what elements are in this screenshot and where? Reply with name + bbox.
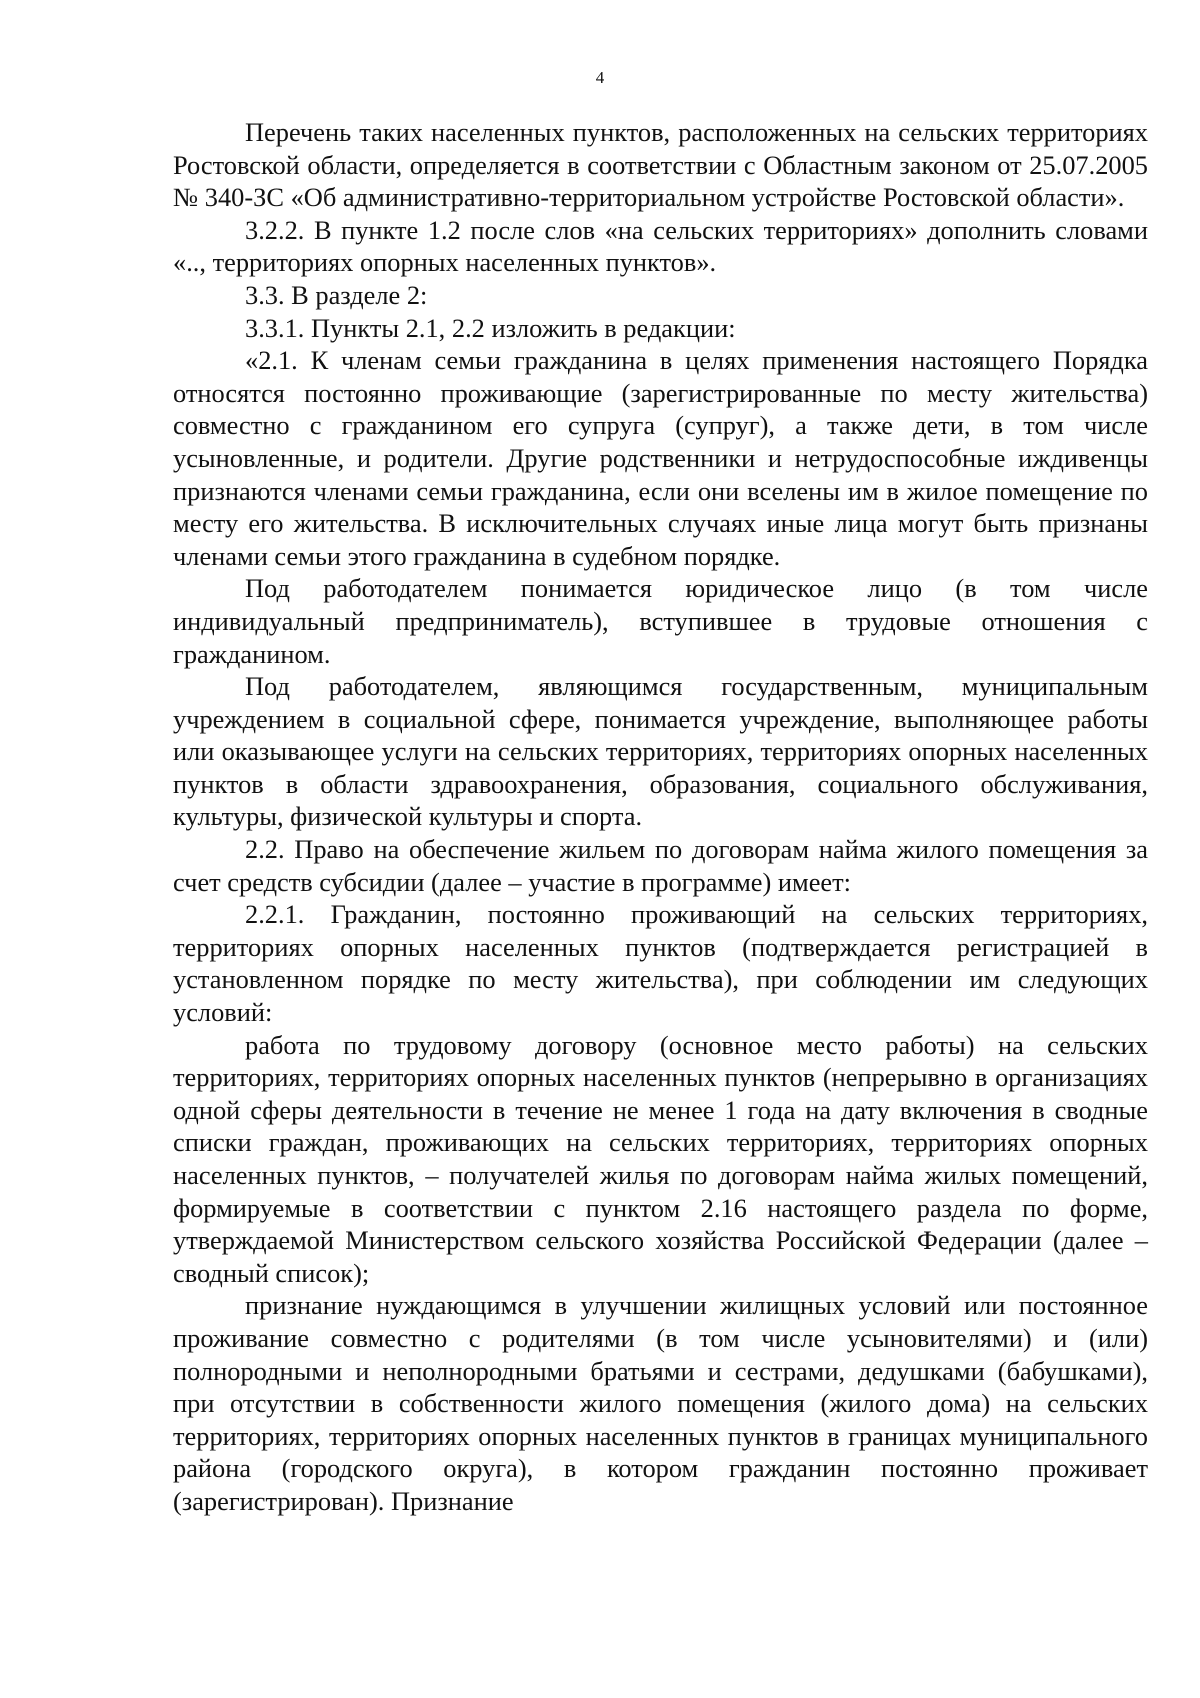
document-body <box>173 116 1148 1518</box>
paragraph-2-2: 2.2. Право на обеспечение жильем по договорам найма жилого помещения за счет средств субсидии (далее – участие в программе) имеет: <box>173 834 1148 897</box>
page-number: 4 <box>595 68 605 87</box>
paragraph-employment-condition: работа по трудовому договору (основное место работы) на сельских территориях, территориях опорных населенных пунктов (непрерывно в организациях одной сферы деятельности в течение не менее 1 года на дату включения в сводные списки граждан, проживающих на сельских территориях, территориях опорных населенных пунктов, – получателей жилья по договорам найма жилых помещений, формируемые в соответствии с пунктом 2.16 настоящего раздела по форме, утверждаемой Министерством сельского хозяйства Российской Федерации (далее – сводный список); <box>173 1029 1148 1288</box>
paragraph-employer-definition: Под работодателем понимается юридическое лицо (в том числе индивидуальный предприниматель), вступившее в трудовые отношения с гражданином. <box>173 573 1148 669</box>
paragraph-2-2-1: 2.2.1. Гражданин, постоянно проживающий на сельских территориях, территориях опорных населенных пунктов (подтверждается регистрацией в установленном порядке по месту жительства), при соблюдении им следующих условий: <box>173 899 1148 1028</box>
paragraph-housing-need-condition: признание нуждающимся в улучшении жилищных условий или постоянное проживание совместно с родителями (в том числе усыновителями) и (или) полнородными и неполнородными братьями и сестрами, дедушками (бабушками), при отсутствии в собственности жилого помещения (жилого дома) на сельских территориях, территориях опорных населенных пунктов в границах муниципального района (городского округа), в котором гражданин постоянно проживает (зарегистрирован). Признание <box>173 1290 1148 1516</box>
paragraph-2-1: «2.1. К членам семьи гражданина в целях применения настоящего Порядка относятся постоянно проживающие (зарегистрированные по месту жительства) совместно с гражданином его супруга (супруг), а также дети, в том числе усыновленные, и родители. Другие родственники и нетрудоспособные иждивенцы признаются членами семьи гражданина, если они вселены им в жилое помещение по месту его жительства. В исключительных случаях иные лица могут быть признаны членами семьи этого гражданина в судебном порядке. <box>173 345 1148 571</box>
paragraph-3-2-2: 3.2.2. В пункте 1.2 после слов «на сельских территориях» дополнить словами «.., территориях опорных населенных пунктов». <box>173 214 1148 278</box>
paragraph-settlements-list: Перечень таких населенных пунктов, расположенных на сельских территориях Ростовской области, определяется в соответствии с Областным законом от 25.07.2005 № 340-ЗС «Об административно-территориальном устройстве Ростовской области». <box>173 117 1148 213</box>
paragraph-state-employer-definition: Под работодателем, являющимся государственным, муниципальным учреждением в социальной сфере, понимается учреждение, выполняющее работы или оказывающее услуги на сельских территориях, территориях опорных населенных пунктов в области здравоохранения, образования, социального обслуживания, культуры, физической культуры и спорта. <box>173 671 1148 832</box>
paragraph-3-3: 3.3. В разделе 2: <box>245 279 428 310</box>
paragraph-3-3-1: 3.3.1. Пункты 2.1, 2.2 изложить в редакции: <box>245 312 736 343</box>
